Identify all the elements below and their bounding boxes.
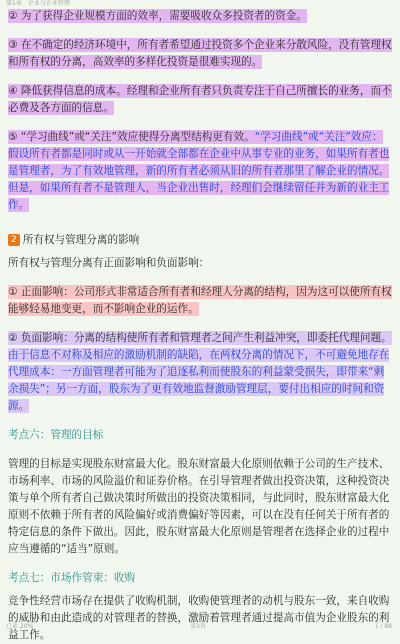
- page-count: 1 / 88: [374, 623, 392, 630]
- chapter-label: 第1章 企业与企业管理: [6, 0, 70, 7]
- highlight-learning-curve: ⑤ “学习曲线”或“关注”效应使得分离型结构更有效。“学习曲线”或“关注”效应：假设所有者都是同时或从一开始就全部都在企业中从事专业的业务，如果所有者也是管理者，为了有效地管理，新的所有者必须从旧的所有者那里了解企业的情况。但是，如果所有者不是管理人，当企业出售时，经理们会继续留任并为新的业主工作。: [8, 131, 390, 211]
- document-body: [0, 8, 400, 644]
- paragraph-diversification: [8, 37, 392, 71]
- highlight-efficiency: ② 为了获得企业规模方面的效率，需要吸收众多投资者的资金。: [8, 10, 307, 22]
- topic-six-heading: [8, 427, 392, 444]
- paragraph-positive-impact: [8, 284, 392, 318]
- highlight-negative-impact: ② 负面影响：分离的结构使所有者和管理者之间产生利益冲突，即委托代理问题。由于信息不对称及相应的激励机制的缺陷，在两权分离的情况下，不可避免地存在代理成本：一方面管理者可能为了追逐私利而使股东的利益蒙受损失，即带来“剩余损失”；另一方面，股东为了更有效地监督激励管理层，要付出相应的时间和资源。: [8, 332, 392, 412]
- learning-curve-explanation: “学习曲线”或“关注”效应：假设所有者都是同时或从一开始就全部都在企业中从事专业的业务，如果所有者也是管理者，为了有效地管理，新的所有者必须从旧的所有者那里了解企业的情况。但是，如果所有者不是管理人，当企业出售时，经理们会继续留任并为新的业主工作。: [8, 131, 390, 211]
- topic-six-label: 考点六：: [8, 429, 51, 441]
- paragraph-information-cost: [8, 83, 392, 117]
- highlight-positive-impact: ① 正面影响：公司形式非常适合所有者和经理人分离的结构，因为这可以使所有权能够轻易地变更，而不影响企业的运作。: [8, 286, 392, 315]
- section-number-badge: 2: [8, 234, 20, 246]
- paragraph-learning-curve: [8, 129, 392, 214]
- agency-cost-explanation: 由于信息不对称及相应的激励机制的缺陷，在两权分离的情况下，不可避免地存在代理成本：一方面管理者可能为了追逐私利而使股东的利益蒙受损失，即带来“剩余损失”；另一方面，股东为了更有效地监督激励管理层，要付出相应的时间和资源。: [8, 349, 390, 412]
- topic-seven-title: 市场作管束：收购: [50, 572, 136, 584]
- section-heading: [8, 232, 392, 249]
- page-indicator: 第3页: [190, 623, 206, 630]
- paragraph-impacts-intro: 所有权与管理分离有正面影响和负面影响：: [8, 257, 210, 269]
- topic-six-title: 管理的目标: [50, 429, 104, 441]
- highlight-information-cost: ④ 降低获得信息的成本。经理和企业所有者只负责专注于自己所擅长的业务，而不必费及各方面的信息。: [8, 85, 392, 114]
- topic-seven-heading: [8, 570, 392, 587]
- section-title: 所有权与管理分离的影响: [22, 234, 140, 246]
- reading-progress: 已读 20%: [6, 623, 34, 630]
- paragraph-efficiency: [8, 8, 392, 25]
- paragraph-management-goal: 管理的目标是实现股东财富最大化。股东财富最大化原则依赖于公司的生产技术、市场利率、市场的风险溢价和证券价格。在引导管理者做出投资决策，这种投资决策与单个所有者自己做决策时所做出的投资决策相同，与此同时，股东财富最大化原则不依赖于所有者的风险偏好或消费偏好等因素，可以在没有任何关于所有者的特定信息的条件下做出。因此，股东财富最大化原则是管理者在选择企业的过程中应当遵循的“适当”原则。: [8, 458, 390, 555]
- topic-seven-label: 考点七：: [8, 572, 51, 584]
- highlight-diversification: ③ 在不确定的经济环境中，所有者希望通过投资多个企业来分散风险，没有管理权和所有权的分离，高效率的多样化投资是很难实现的。: [8, 39, 392, 68]
- reader-footer: [0, 622, 400, 632]
- paragraph-negative-impact: [8, 330, 392, 415]
- reader-status-bar: [0, 0, 400, 8]
- paragraph-acquisition: 竞争性经营市场存在提供了收购机制，收购使管理者的动机与股东一致，来自收购的威胁和由此造成的对管理者的替换，激励着管理者通过提高市值为企业股东的利益工作。: [8, 595, 390, 641]
